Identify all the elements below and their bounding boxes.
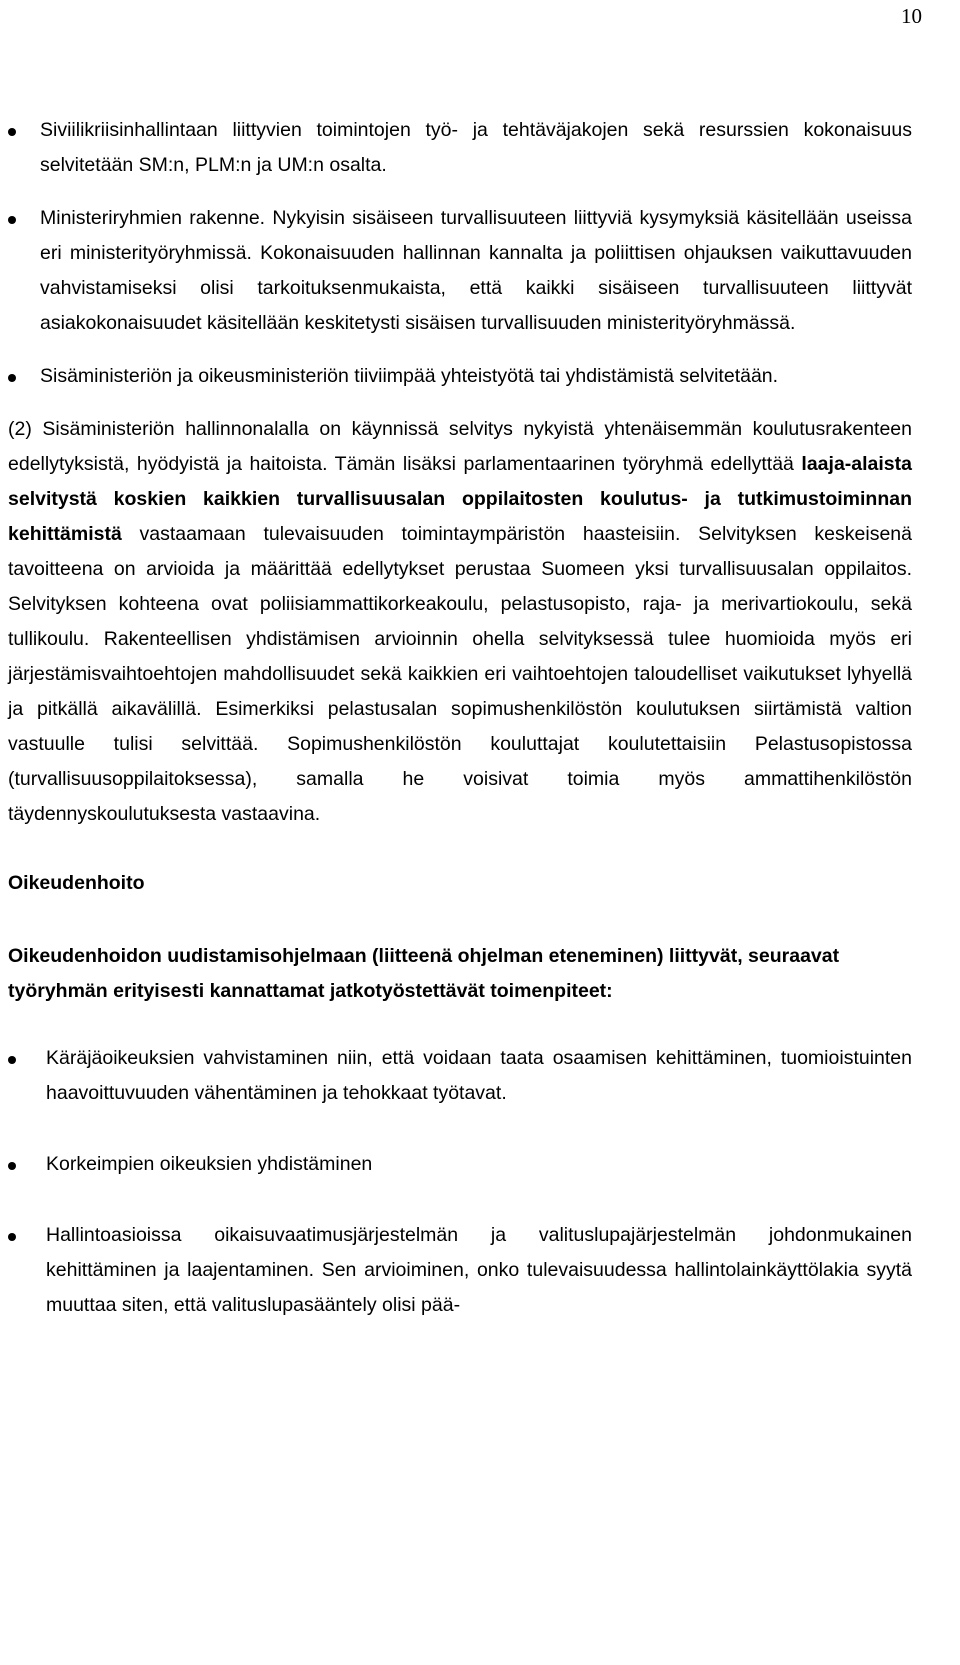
page-number: 10 [901, 4, 922, 28]
list-item-text: Siviilikriisinhallintaan liittyvien toimintojen työ- ja tehtäväjakojen sekä resurssien kokonaisuus selvitetään SM:n, PLM:n ja UM:n osalta. [40, 119, 912, 176]
list-item-text: Korkeimpien oikeuksien yhdistäminen [46, 1153, 373, 1175]
section-heading: Oikeudenhoito [8, 872, 145, 894]
list-item-text: Ministeriryhmien rakenne. Nykyisin sisäiseen turvallisuuteen liittyviä kysymyksiä käsitellään useissa eri ministerityöryhmissä. Kokonaisuuden hallinnan kannalta ja poliittisen ohjauksen vaikuttavuuden vahvistamiseksi olisi tarkoituksenmukaista, että kaikki sisäiseen turvallisuuteen liittyvät asiakokonaisuudet käsitellään keskitetysti sisäisen turvallisuuden ministerityöryhmässä. [40, 207, 912, 334]
list-item [8, 1147, 912, 1182]
document-body [8, 113, 912, 1323]
bullet-icon [8, 128, 16, 136]
subheading: Oikeudenhoidon uudistamisohjelmaan (liitteenä ohjelman eteneminen) liittyvät, seuraavat työryhmän erityisesti kannattamat jatkotyöstettävät toimenpiteet: [8, 945, 840, 1002]
list-item-text: Hallintoasioissa oikaisuvaatimusjärjestelmän ja valituslupajärjestelmän johdonmukainen kehittäminen ja laajentaminen. Sen arvioiminen, onko tulevaisuudessa hallintolainkäyttölakia syytä muuttaa siten, että valituslupasääntely olisi pää- [46, 1224, 912, 1316]
bullet-icon [8, 1233, 16, 1241]
list-item [8, 1041, 912, 1111]
list-item [8, 359, 912, 394]
paragraph-training-structure [8, 412, 912, 832]
bullet-list-judiciary [8, 1041, 912, 1323]
paragraph-text-start: (2) Sisäministeriön hallinnonalalla on käynnissä selvitys nykyistä yhtenäisemmän koulutusrakenteen edellytyksistä, hyödyistä ja haitoista. Tämän lisäksi parlamentaarinen työryhmä edellyttää [8, 418, 912, 475]
bullet-icon [8, 1162, 16, 1170]
bullet-icon [8, 1056, 16, 1064]
paragraph-bold-text: laaja-alaista selvitystä koskien kaikkien turvallisuusalan oppilaitosten koulutus- ja tutkimustoiminnan kehittämistä [8, 453, 912, 545]
list-item [8, 1218, 912, 1323]
bullet-icon [8, 374, 16, 382]
bullet-list-civil-crisis [8, 113, 912, 394]
list-item-text: Sisäministeriön ja oikeusministeriön tiiviimpää yhteistyötä tai yhdistämistä selvitetään. [40, 365, 779, 387]
list-item-text: Käräjäoikeuksien vahvistaminen niin, että voidaan taata osaamisen kehittäminen, tuomioistuinten haavoittuvuuden vähentäminen ja tehokkaat työtavat. [46, 1047, 912, 1104]
paragraph-text-end: vastaamaan tulevaisuuden toimintaympäristön haasteisiin. Selvityksen keskeisenä tavoitteena on arvioida ja määrittää edellytykset perustaa Suomeen yksi turvallisuusalan oppilaitos. Selvityksen kohteena ovat poliisiammattikorkeakoulu, pelastusopisto, raja- ja merivartiokoulu, sekä tullikoulu. Rakenteellisen yhdistämisen arvioinnin ohella selvityksessä tulee huomioida myös eri järjestämisvaihtoehtojen mahdollisuudet sekä kaikkien eri vaihtoehtojen taloudelliset vaikutukset lyhyellä ja pitkällä aikavälillä. Esimerkiksi pelastusalan sopimushenkilöstön koulutuksen siirtämistä valtion vastuulle tulisi selvittää. Sopimushenkilöstön kouluttajat koulutettaisiin Pelastusopistossa (turvallisuusoppilaitoksessa), samalla he voisivat toimia myös ammattihenkilöstön täydennyskoulutuksesta vastaavina. [8, 523, 912, 825]
bullet-icon [8, 216, 16, 224]
list-item [8, 113, 912, 183]
list-item [8, 201, 912, 341]
